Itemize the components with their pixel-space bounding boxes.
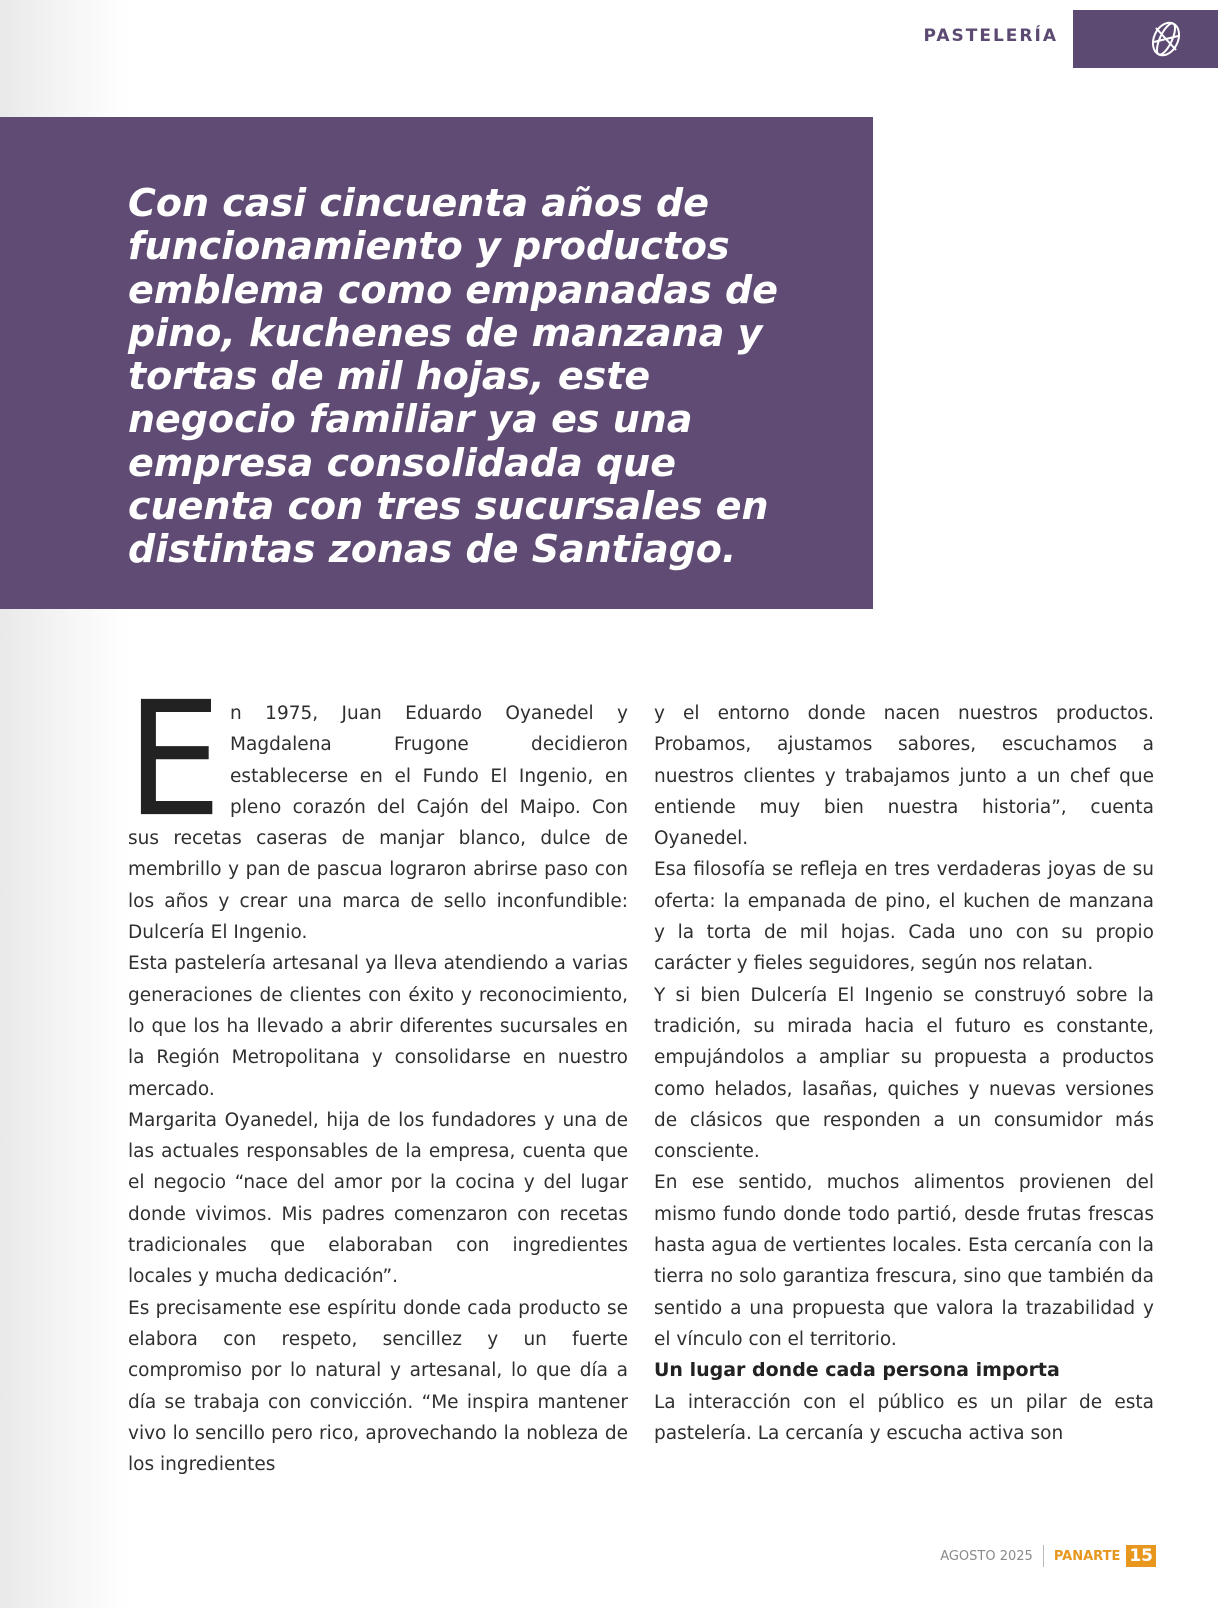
magazine-brand: PANARTE: [1053, 1548, 1121, 1564]
article-paragraph: Esa filosofía se refleja en tres verdaderas joyas de su oferta: la empanada de pino, el kuchen de manzana y la torta de mil hojas. Cada uno con su propio carácter y fieles seguidores, según nos relatan.: [654, 859, 1154, 975]
page-number: 15: [1126, 1545, 1156, 1567]
article-paragraph: La interacción con el público es un pilar de esta pastelería. La cercanía y escucha activa son: [654, 1391, 1154, 1444]
article-paragraph: En ese sentido, muchos alimentos provienen del mismo fundo donde todo partió, desde frutas frescas hasta agua de vertientes locales. Esta cercanía con la tierra no solo garantiza frescura, sino que también da sentido a una propuesta que valora la trazabilidad y el vínculo con el territorio.: [654, 1172, 1154, 1350]
section-label: PASTELERÍA: [923, 26, 1058, 46]
drop-cap: E: [126, 667, 223, 852]
article-subheading: Un lugar donde cada persona importa: [654, 1359, 1060, 1382]
whisk-logo-icon: [1149, 18, 1183, 60]
article-column-right: [654, 698, 1154, 1449]
lead-quote: Con casi cincuenta años de funcionamiento y productos emblema como empanadas de pino, kuchenes de manzana y tortas de mil hojas, este negocio familiar ya es una empresa consolidada que cuenta con tres sucursales en distintas zonas de Santiago.: [128, 181, 778, 572]
article-paragraph: Margarita Oyanedel, hija de los fundadores y una de las actuales responsables de la empresa, cuenta que el negocio “nace del amor por la cocina y del lugar donde vivimos. Mis padres comenzaron con recetas tradicionales que elaboraban con ingredientes locales y mucha dedicación”.: [128, 1109, 628, 1288]
section-tab: [1073, 10, 1218, 68]
article-paragraph: Es precisamente ese espíritu donde cada producto se elabora con respeto, sencillez y un fuerte compromiso por lo natural y artesanal, lo que día a día se trabaja con convicción. “Me inspira mantener vivo lo sencillo pero rico, aprovechando la nobleza de los ingredientes: [128, 1297, 628, 1476]
article-paragraph: Y si bien Dulcería El Ingenio se construyó sobre la tradición, su mirada hacia el futuro es constante, empujándolos a ampliar su propuesta a productos como helados, lasañas, quiches y nuevas versiones de clásicos que responden a un consumidor más consciente.: [654, 984, 1154, 1163]
issue-date: AGOSTO 2025: [940, 1548, 1033, 1564]
footer-divider: [1043, 1545, 1044, 1567]
article-paragraph: [126, 667, 628, 948]
page-footer: [940, 1545, 1156, 1567]
article-paragraph: y el entorno donde nacen nuestros productos. Probamos, ajustamos sabores, escuchamos a nuestros clientes y trabajamos junto a un chef que entiende muy bien nuestra historia”, cuenta Oyanedel.: [654, 703, 1154, 850]
article-column-left: [126, 667, 628, 1480]
paragraph-text: n 1975, Juan Eduardo Oyanedel y Magdalena Frugone decidieron establecerse en el Fundo El Ingenio, en pleno corazón del Cajón del Maipo. Con sus recetas caseras de manjar blanco, dulce de membrillo y pan de pascua lograron abrirse paso con los años y crear una marca de sello inconfundible: Dulcería El Ingenio.: [128, 703, 628, 944]
article-paragraph: Esta pastelería artesanal ya lleva atendiendo a varias generaciones de clientes con éxito y reconocimiento, lo que los ha llevado a abrir diferentes sucursales en la Región Metropolitana y consolidarse en nuestro mercado.: [128, 953, 628, 1100]
